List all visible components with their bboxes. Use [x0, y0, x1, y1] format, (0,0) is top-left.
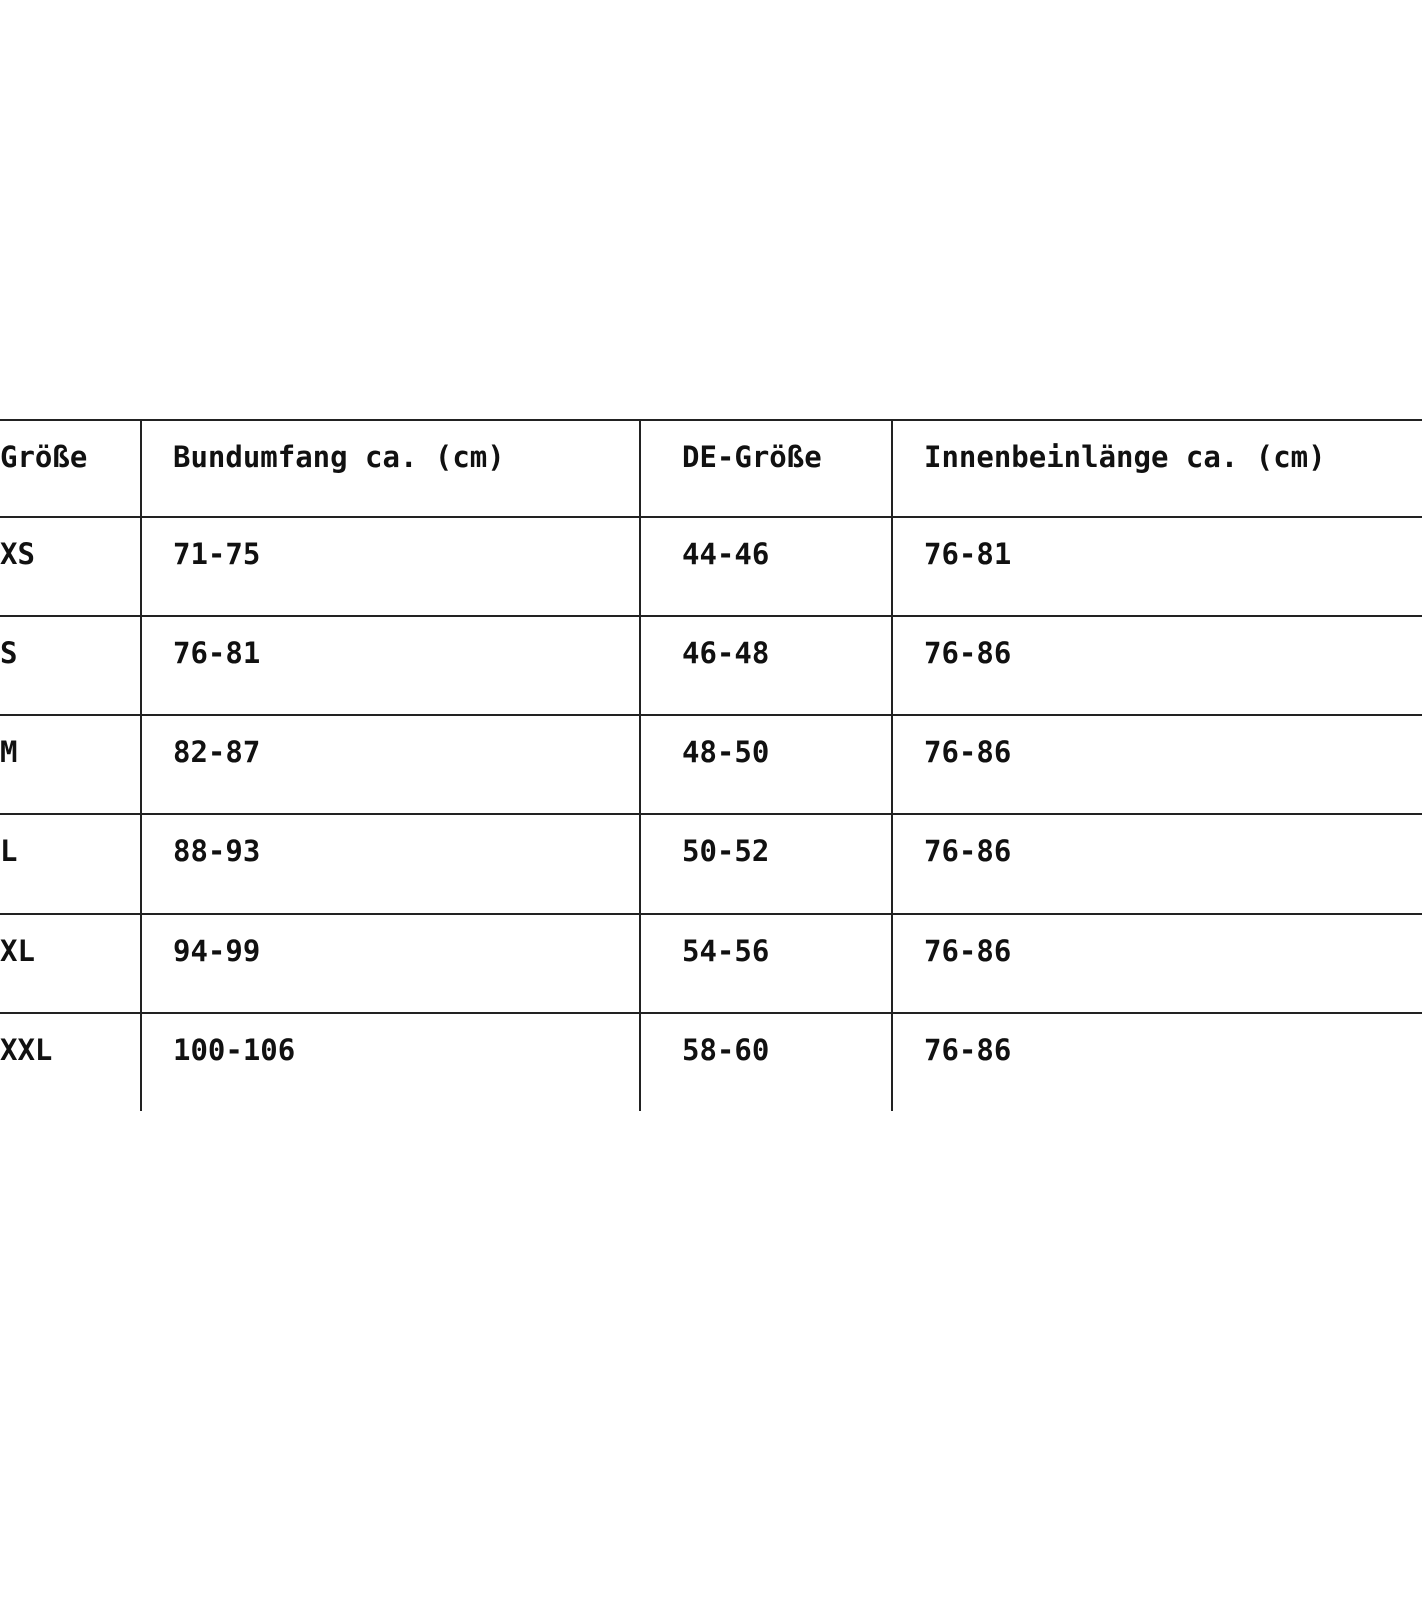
size-chart-header [0, 420, 1422, 517]
cell-waist: 76-81 [141, 616, 640, 715]
cell-inseam: 76-86 [892, 1013, 1422, 1111]
header-inseam: Innenbeinlänge ca. (cm) [892, 420, 1422, 517]
cell-inseam: 76-86 [892, 616, 1422, 715]
cell-de-size: 48-50 [640, 715, 892, 814]
size-chart-table [0, 419, 1422, 1111]
header-size: Größe [0, 420, 141, 517]
header-row [0, 420, 1422, 517]
cell-size: XL [0, 914, 141, 1013]
cell-size: M [0, 715, 141, 814]
cell-size: S [0, 616, 141, 715]
cell-de-size: 44-46 [640, 517, 892, 616]
cell-size: L [0, 814, 141, 913]
cell-waist: 88-93 [141, 814, 640, 913]
cell-de-size: 58-60 [640, 1013, 892, 1111]
cell-de-size: 46-48 [640, 616, 892, 715]
cell-de-size: 54-56 [640, 914, 892, 1013]
header-waist: Bundumfang ca. (cm) [141, 420, 640, 517]
table-row [0, 1013, 1422, 1111]
cell-inseam: 76-86 [892, 814, 1422, 913]
cell-waist: 100-106 [141, 1013, 640, 1111]
cell-de-size: 50-52 [640, 814, 892, 913]
table-row [0, 914, 1422, 1013]
cell-inseam: 76-86 [892, 715, 1422, 814]
cell-size: XXL [0, 1013, 141, 1111]
cell-inseam: 76-86 [892, 914, 1422, 1013]
header-de-size: DE-Größe [640, 420, 892, 517]
cell-inseam: 76-81 [892, 517, 1422, 616]
table-row [0, 715, 1422, 814]
cell-waist: 94-99 [141, 914, 640, 1013]
cell-waist: 71-75 [141, 517, 640, 616]
table-row [0, 616, 1422, 715]
cell-waist: 82-87 [141, 715, 640, 814]
cell-size: XS [0, 517, 141, 616]
table-row [0, 517, 1422, 616]
table-row [0, 814, 1422, 913]
size-chart-body [0, 517, 1422, 1111]
